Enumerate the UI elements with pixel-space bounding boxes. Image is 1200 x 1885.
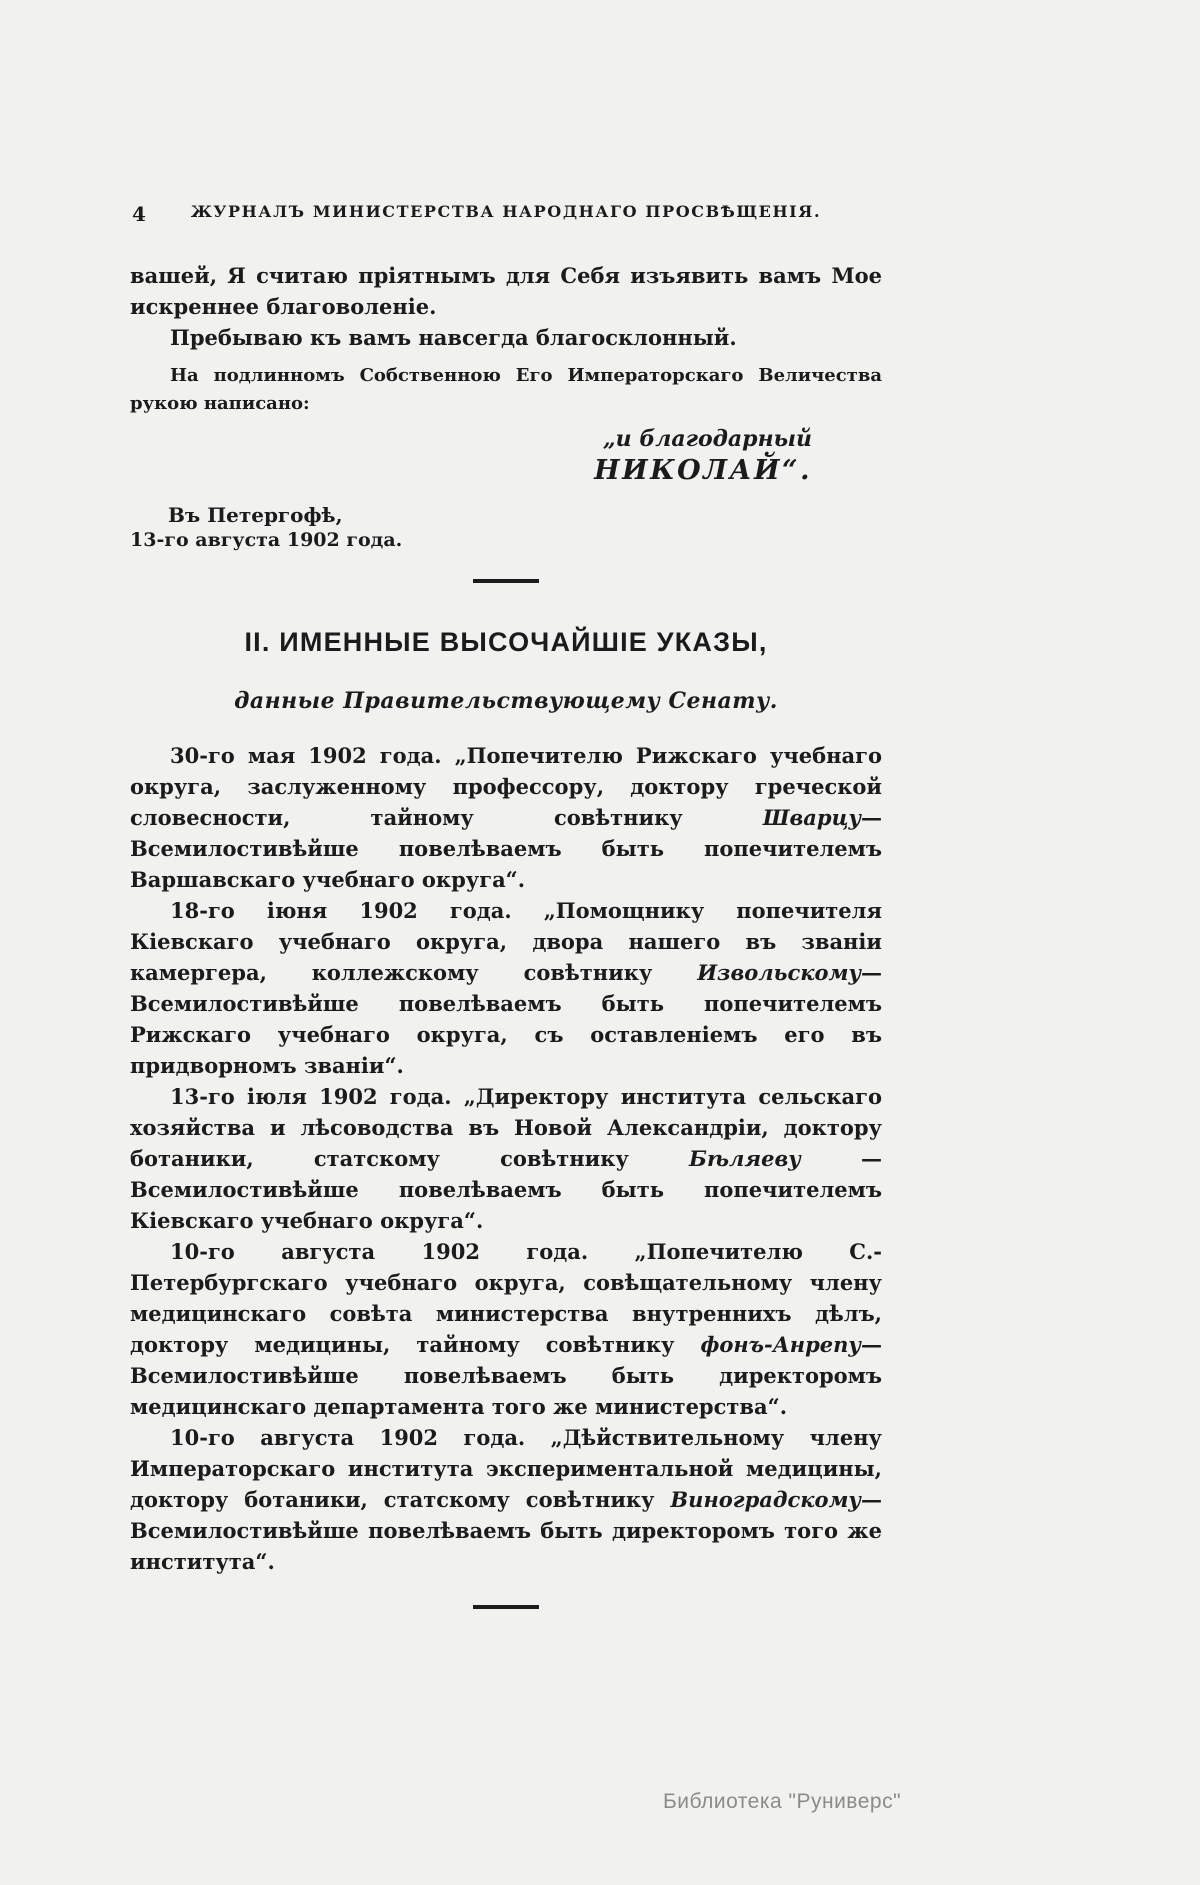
- decree-text-pre: 10-го августа 1902 года. „Дѣйствительному члену Императорскаго института экспериментальной медицины, доктору ботаники, статскому совѣтнику: [130, 1425, 882, 1512]
- attestation-line: На подлинномъ Собственною Его Императорскаго Величества рукою написано:: [130, 365, 882, 414]
- section-divider-top: [473, 579, 539, 583]
- page-header: [130, 202, 882, 226]
- decree-person-name: Шварцу: [762, 805, 861, 830]
- letter-paragraph-2: Пребываю къ вамъ навсегда благосклонный.: [170, 325, 737, 350]
- section-heading: II. ИМЕННЫЕ ВЫСОЧАЙШІЕ УКАЗЫ,: [244, 627, 768, 657]
- page-number: 4: [132, 202, 146, 226]
- running-title: ЖУРНАЛЪ МИНИСТЕРСТВА НАРОДНАГО ПРОСВѢЩЕНІЯ.: [190, 202, 822, 221]
- signature-date: 13-го августа 1902 года.: [130, 529, 403, 551]
- signature-place: Въ Петергофѣ,: [168, 503, 343, 527]
- library-watermark: Библиотека "Руниверс": [663, 1790, 902, 1813]
- decree-paragraph: [130, 895, 882, 1081]
- imperial-signature: [130, 424, 882, 488]
- decree-text-pre: 30-го мая 1902 года. „Попечителю Рижскаго учебнаго округа, заслуженному профессору, доктору греческой словесности, тайному совѣтнику: [130, 743, 882, 830]
- letter-closing-section: [130, 260, 882, 553]
- decree-text-post: —Всемилостивѣйше повелѣваемъ быть директоромъ медицинскаго департамента того же министерства“.: [130, 1332, 882, 1419]
- section-divider-bottom: [473, 1605, 539, 1609]
- decree-paragraph: [130, 1236, 882, 1422]
- signature-prefix: „и благодарный: [603, 426, 812, 452]
- signature-name: НИКОЛАЙ“.: [594, 455, 812, 486]
- decree-person-name: Извольскому: [697, 960, 861, 985]
- decree-person-name: Бѣляеву: [689, 1146, 801, 1171]
- decree-text-post: — Всемилостивѣйше повелѣваемъ быть попечителемъ Кіевскаго учебнаго округа“.: [130, 1146, 883, 1233]
- decree-text-pre: 18-го іюня 1902 года. „Помощнику попечителя Кіевскаго учебнаго округа, двора нашего въ званіи камергера, коллежскому совѣтнику: [130, 898, 882, 985]
- decrees-section: [130, 740, 882, 1577]
- decree-person-name: фонъ-Анрепу: [700, 1332, 861, 1357]
- decree-paragraph: [130, 1081, 882, 1236]
- decree-text-post: —Всемилостивѣйше повелѣваемъ быть попечителемъ Варшавскаго учебнаго округа“.: [130, 805, 882, 892]
- decree-person-name: Виноградскому: [670, 1487, 861, 1512]
- decree-text-pre: 13-го іюля 1902 года. „Директору института сельскаго хозяйства и лѣсоводства въ Новой Александріи, доктору ботаники, статскому совѣтнику: [130, 1084, 882, 1171]
- decree-text-pre: 10-го августа 1902 года. „Попечителю С.-Петербургскаго учебнаго округа, совѣщательному члену медицинскаго совѣта министерства внутреннихъ дѣлъ, доктору медицины, тайному совѣтнику: [130, 1239, 882, 1357]
- decree-text-post: —Всемилостивѣйше повелѣваемъ быть попечителемъ Рижскаго учебнаго округа, съ оставленіемъ его въ придворномъ званіи“.: [130, 960, 882, 1078]
- section-subheading: данные Правительствующему Сенату.: [234, 688, 778, 714]
- decree-paragraph: [130, 1422, 882, 1577]
- letter-paragraph-1: вашей, Я считаю пріятнымъ для Себя изъявить вамъ Мое искреннее благоволеніе.: [130, 263, 882, 319]
- decree-text-post: —Всемилостивѣйше повелѣваемъ быть директоромъ того же института“.: [130, 1487, 882, 1574]
- decree-paragraph: [130, 740, 882, 895]
- scanned-page: [130, 0, 882, 1609]
